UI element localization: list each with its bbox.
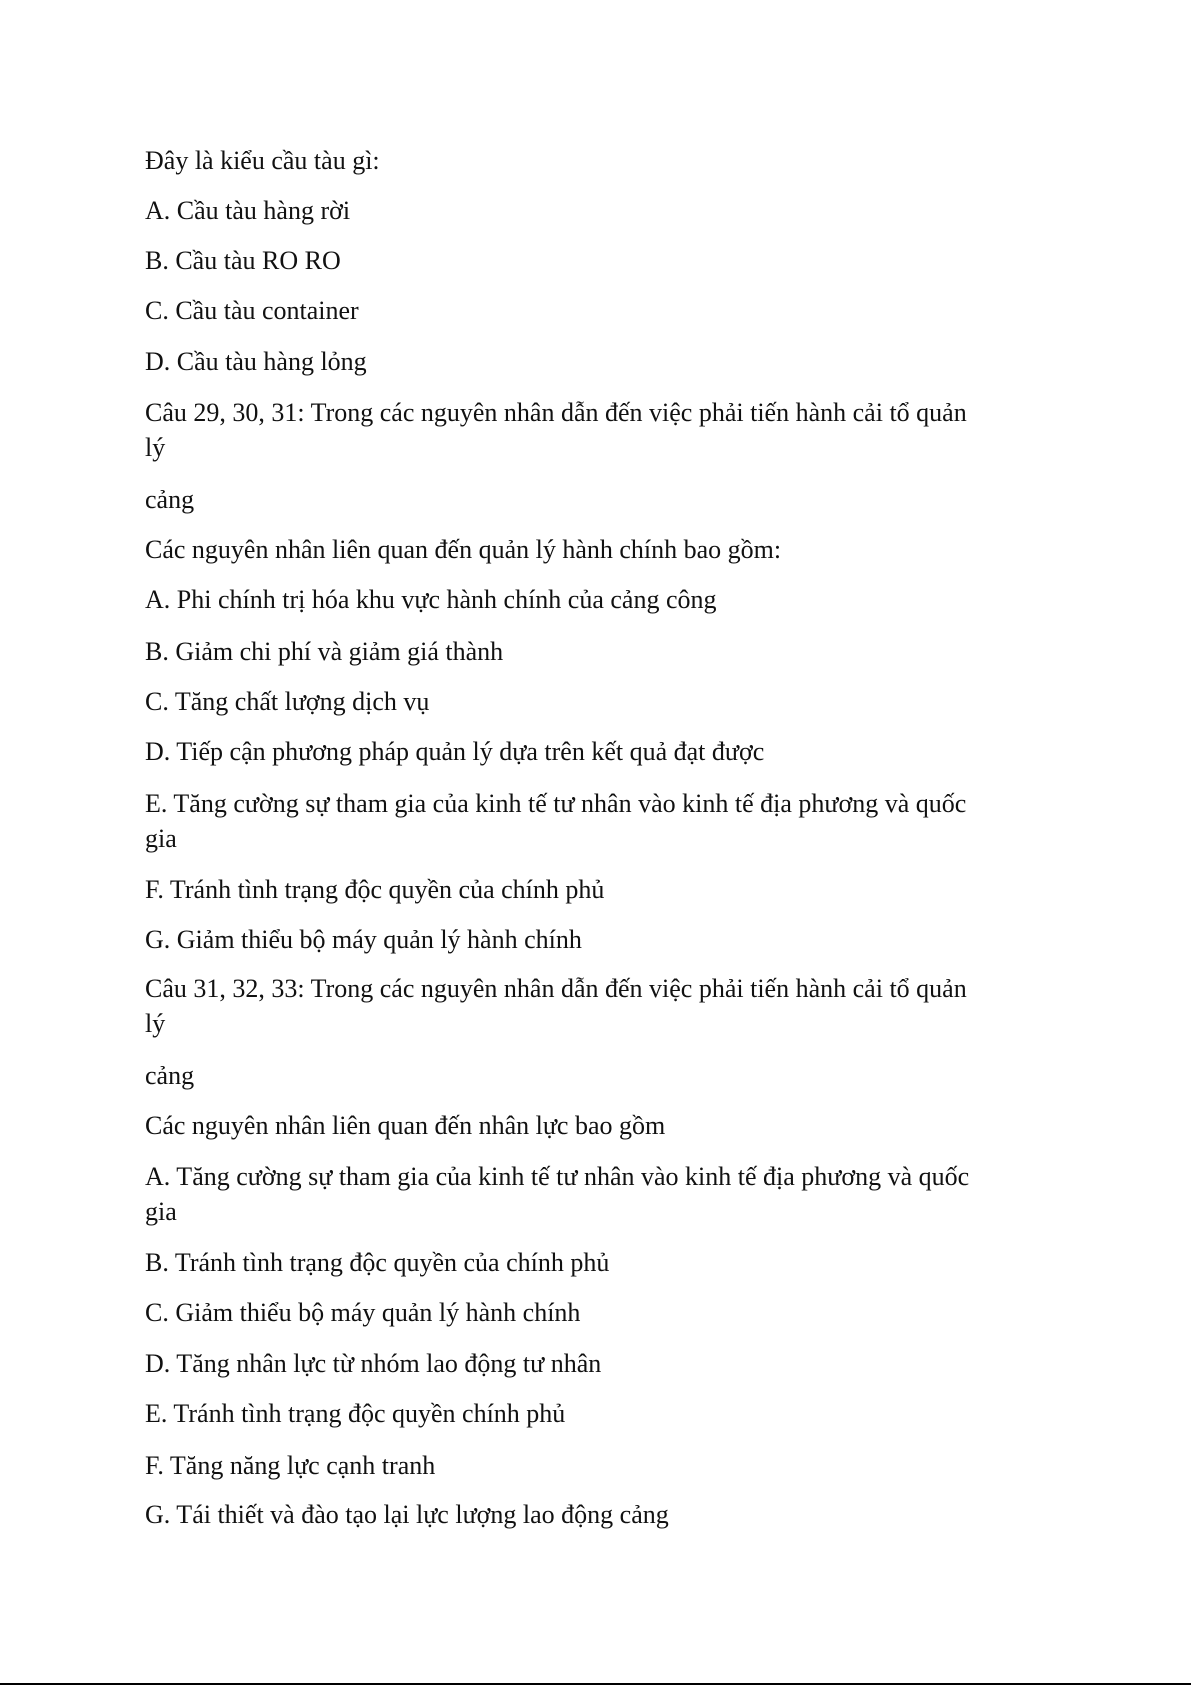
answer-option-b: B. Giảm chi phí và giảm giá thành xyxy=(145,637,504,666)
answer-option-b: B. Tránh tình trạng độc quyền của chính phủ xyxy=(145,1248,610,1277)
answer-option-c: C. Giảm thiểu bộ máy quản lý hành chính xyxy=(145,1298,581,1327)
answer-option-g: G. Tái thiết và đào tạo lại lực lượng lao động cảng xyxy=(145,1500,669,1529)
answer-option-a: A. Cầu tàu hàng rời xyxy=(145,196,351,225)
answer-option-d: D. Tăng nhân lực từ nhóm lao động tư nhân xyxy=(145,1349,602,1378)
question-heading-29-31: Câu 29, 30, 31: Trong các nguyên nhân dẫn đến việc phải tiến hành cải tổ quản xyxy=(145,398,967,427)
question-prompt: Các nguyên nhân liên quan đến nhân lực bao gồm xyxy=(145,1111,666,1140)
question-heading-31-33: Câu 31, 32, 33: Trong các nguyên nhân dẫn đến việc phải tiến hành cải tổ quản xyxy=(145,974,967,1003)
question-heading-31-33-continued: lý xyxy=(145,1009,166,1038)
question-prompt: Các nguyên nhân liên quan đến quản lý hành chính bao gồm: xyxy=(145,535,782,564)
answer-option-e-continued: gia xyxy=(145,824,177,853)
answer-option-g: G. Giảm thiểu bộ máy quản lý hành chính xyxy=(145,925,582,954)
answer-option-c: C. Tăng chất lượng dịch vụ xyxy=(145,687,430,716)
question-heading-29-31-continued: lý xyxy=(145,433,166,462)
answer-option-a-continued: gia xyxy=(145,1197,177,1226)
answer-option-f: F. Tăng năng lực cạnh tranh xyxy=(145,1451,436,1480)
answer-option-f: F. Tránh tình trạng độc quyền của chính phủ xyxy=(145,875,605,904)
answer-option-d: D. Cầu tàu hàng lỏng xyxy=(145,347,367,376)
question-prompt: Đây là kiểu cầu tàu gì: xyxy=(145,146,380,175)
question-heading-31-33-continued: cảng xyxy=(145,1061,195,1090)
answer-option-a: A. Phi chính trị hóa khu vực hành chính của cảng công xyxy=(145,585,717,614)
question-heading-29-31-continued: cảng xyxy=(145,485,195,514)
answer-option-d: D. Tiếp cận phương pháp quản lý dựa trên kết quả đạt được xyxy=(145,737,765,766)
answer-option-a: A. Tăng cường sự tham gia của kinh tế tư nhân vào kinh tế địa phương và quốc xyxy=(145,1162,970,1191)
answer-option-c: C. Cầu tàu container xyxy=(145,296,359,325)
answer-option-e: E. Tăng cường sự tham gia của kinh tế tư nhân vào kinh tế địa phương và quốc xyxy=(145,789,967,818)
answer-option-b: B. Cầu tàu RO RO xyxy=(145,246,341,275)
answer-option-e: E. Tránh tình trạng độc quyền chính phủ xyxy=(145,1399,566,1428)
